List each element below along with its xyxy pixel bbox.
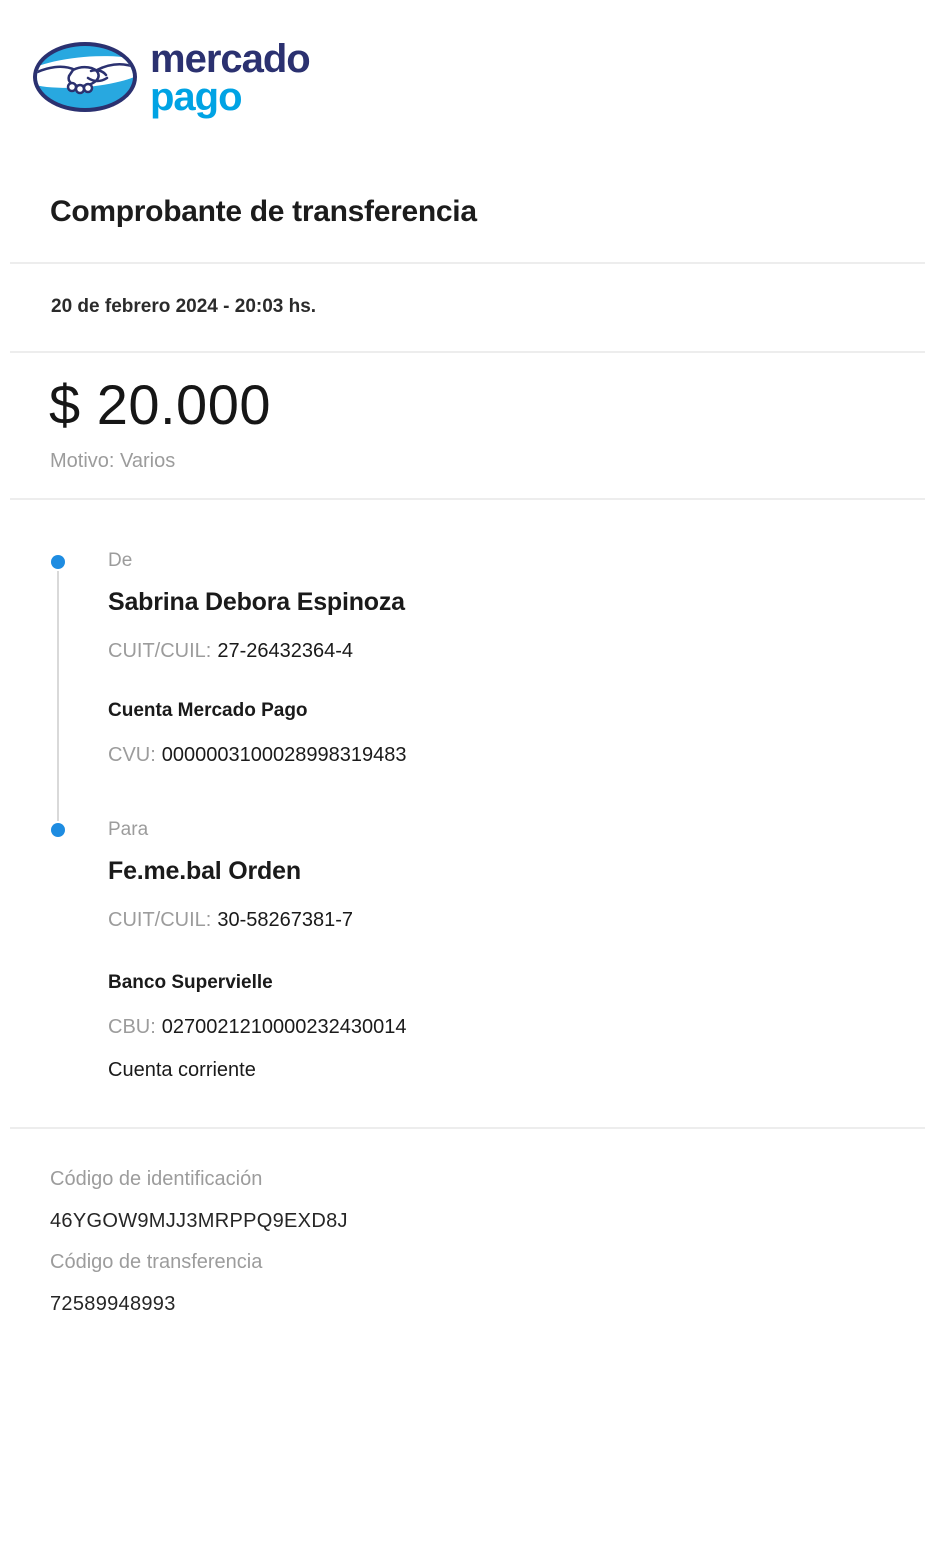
- identification-code-value: 46YGOW9MJJ3MRPPQ9EXD8J: [50, 1210, 348, 1232]
- sender-cvu-row: [108, 744, 407, 767]
- sender-timeline-dot: [51, 555, 65, 569]
- mercado-pago-wordmark: [150, 37, 310, 119]
- sender-cuit-value: 27-26432364-4: [217, 640, 354, 662]
- sender-account-name: Cuenta Mercado Pago: [108, 700, 308, 721]
- transfer-code-label: Código de transferencia: [50, 1251, 263, 1273]
- recipient-cbu-label: CBU:: [108, 1016, 156, 1038]
- wordmark-mercado: mercado: [150, 37, 310, 81]
- page-title: Comprobante de transferencia: [50, 195, 477, 228]
- recipient-bank-name: Banco Supervielle: [108, 972, 273, 993]
- sender-cuit-label: CUIT/CUIL:: [108, 640, 212, 662]
- recipient-cbu-value: 0270021210000232430014: [161, 1016, 407, 1038]
- identification-code-label: Código de identificación: [50, 1168, 263, 1190]
- transfer-amount: $ 20.000: [49, 373, 271, 436]
- sender-cuit-row: [108, 640, 353, 663]
- divider: [10, 498, 925, 500]
- divider: [10, 262, 925, 264]
- recipient-cuit-label: CUIT/CUIL:: [108, 909, 212, 931]
- transfer-code-value: 72589948993: [50, 1293, 176, 1315]
- transfer-motive: Motivo: Varios: [50, 450, 176, 472]
- recipient-cuit-row: [108, 909, 353, 932]
- recipient-section-label: Para: [108, 819, 149, 840]
- mercado-pago-handshake-icon: [33, 42, 137, 112]
- sender-section-label: De: [108, 550, 133, 571]
- recipient-cbu-row: [108, 1016, 407, 1039]
- wordmark-pago: pago: [150, 75, 242, 119]
- transfer-datetime: 20 de febrero 2024 - 20:03 hs.: [51, 296, 317, 317]
- sender-name: Sabrina Debora Espinoza: [108, 588, 405, 616]
- recipient-account-type: Cuenta corriente: [108, 1059, 256, 1081]
- sender-cvu-label: CVU:: [108, 744, 156, 766]
- sender-cvu-value: 0000003100028998319483: [161, 744, 407, 766]
- divider: [10, 1127, 925, 1129]
- timeline-connector: [57, 571, 59, 821]
- divider: [10, 351, 925, 353]
- recipient-cuit-value: 30-58267381-7: [217, 909, 354, 931]
- recipient-name: Fe.me.bal Orden: [108, 857, 301, 885]
- recipient-timeline-dot: [51, 823, 65, 837]
